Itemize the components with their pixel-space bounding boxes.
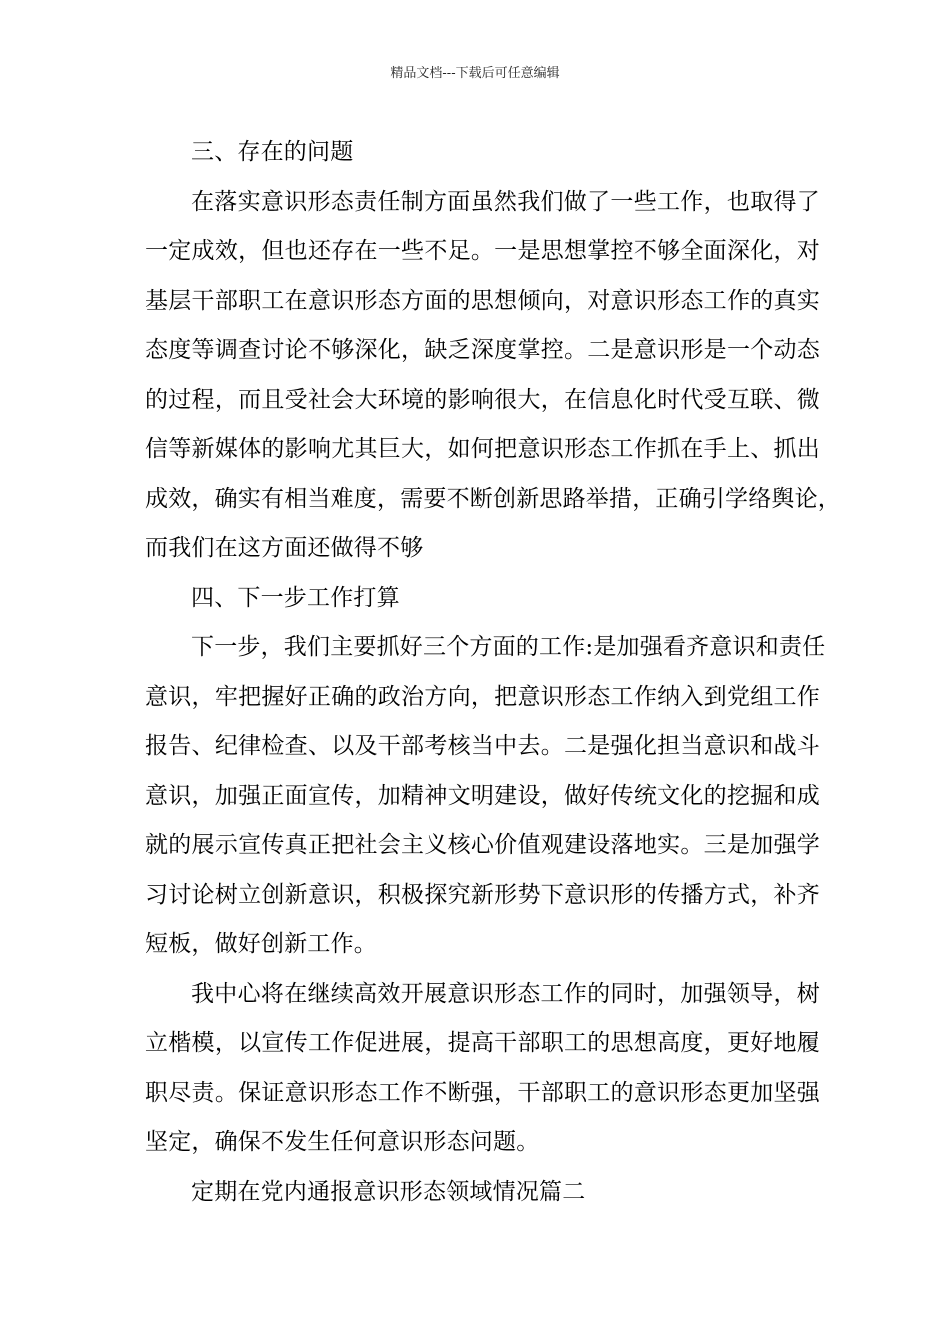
paragraph-line: 一定成效，但也还存在一些不足。一是思想掌控不够全面深化，对 — [145, 238, 820, 264]
paragraph-line: 成效，确实有相当难度，需要不断创新思路举措，正确引学络舆论， — [145, 485, 841, 512]
paragraph-line: 职尽责。保证意识形态工作不断强，干部职工的意识形态更加坚强 — [145, 1079, 820, 1106]
paragraph-line: 立楷模，以宣传工作促进展，提高干部职工的思想高度，更好地履 — [145, 1030, 820, 1056]
paragraph-line: 的过程，而且受社会大环境的影响很大，在信息化时代受互联、微 — [145, 386, 820, 413]
paragraph-line: 习讨论树立创新意识，积极探究新形势下意识形的传播方式，补齐 — [145, 881, 820, 908]
paragraph-line: 坚定，确保不发生任何意识形态问题。 — [145, 1129, 540, 1155]
document-body — [145, 128, 841, 1217]
paragraph-line: 就的展示宣传真正把社会主义核心价值观建设落地实。三是加强学 — [145, 832, 820, 858]
section-heading-problems: 三、存在的问题 — [191, 139, 354, 165]
paragraph-line: 短板，做好创新工作。 — [145, 931, 377, 957]
paragraph-line: 报告、纪律检查、以及干部考核当中去。二是强化担当意识和战斗 — [145, 733, 820, 759]
section-heading-next-steps: 四、下一步工作打算 — [191, 584, 400, 611]
section-title-part-two: 定期在党内通报意识形态领域情况篇二 — [191, 1178, 586, 1205]
paragraph-line: 意识，牢把握好正确的政治方向，把意识形态工作纳入到党组工作 — [145, 683, 820, 710]
page-header: 精品文档---下载后可任意编辑 — [390, 66, 560, 81]
paragraph-line: 下一步，我们主要抓好三个方面的工作:是加强看齐意识和责任 — [191, 634, 826, 660]
paragraph-line: 信等新媒体的影响尤其巨大，如何把意识形态工作抓在手上、抓出 — [145, 436, 820, 462]
paragraph-line: 而我们在这方面还做得不够 — [145, 535, 424, 561]
paragraph-line: 基层干部职工在意识形态方面的思想倾向，对意识形态工作的真实 — [145, 287, 820, 314]
paragraph-line: 我中心将在继续高效开展意识形态工作的同时，加强领导，树 — [191, 980, 820, 1007]
paragraph-line: 在落实意识形态责任制方面虽然我们做了一些工作，也取得了 — [191, 188, 820, 215]
paragraph-line: 态度等调查讨论不够深化，缺乏深度掌控。二是意识形是一个动态 — [145, 337, 820, 363]
paragraph-line: 意识，加强正面宣传，加精神文明建设，做好传统文化的挖掘和成 — [145, 782, 820, 809]
